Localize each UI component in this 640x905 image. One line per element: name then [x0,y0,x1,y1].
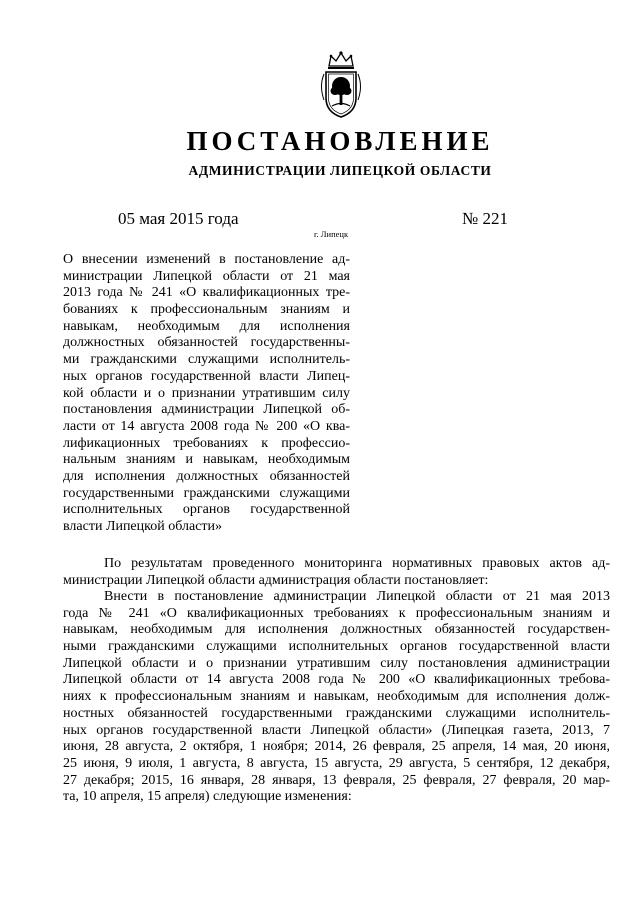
paragraph-line: ных органов государственной власти Липецкой области» (Липецкая газета, 2013, 7 [63,722,610,738]
about-line: власти Липецкой области» [63,519,223,534]
paragraph-line: По результатам проведенного мониторинга нормативных правовых актов ад- [104,556,610,571]
document-title: ПОСТАНОВЛЕНИЕ [186,126,494,156]
paragraph-line: министрации Липецкой области администрация области постановляет: [63,572,489,588]
paragraph-line: 25 июня, 9 июля, 1 августа, 8 августа, 15 августа, 29 августа, 5 сентября, 12 декабря, [63,755,610,771]
about-line: постановления администрации Липецкой об- [63,402,350,418]
about-line: для исполнения должностных обязанностей [63,468,350,484]
document-about-block [63,252,350,536]
paragraph-line: ными гражданскими служащими исполнительных органов государственной власти [63,639,610,655]
about-line: бованиях к профессиональным знаниям и [63,302,350,318]
paragraph-line: года № 241 «О квалификационных требованиях к профессиональным знаниям и [63,605,610,621]
paragraph-line: ностных обязанностей государственными гражданскими служащими исполнитель- [63,705,610,721]
coat-of-arms-emblem [317,50,365,120]
paragraph-line: ниях к профессиональным знаниям и навыкам, необходимым для исполнения долж- [63,689,610,705]
about-line: кой области и о признании утратившим силу [63,385,350,401]
about-line: 2013 года № 241 «О квалификационных тре- [63,285,350,301]
about-line: навыкам, необходимым для исполнения [63,318,350,334]
paragraph-line: та, 10 апреля, 15 апреля) следующие изменения: [63,789,352,805]
paragraph-line: Липецкой области и о признании утратившим силу постановления администрации [63,655,610,671]
document-date: 05 мая 2015 года [118,209,239,228]
paragraph-line: навыкам, необходимым для исполнения должностных обязанностей государствен- [63,622,610,638]
paragraph-line: Внести в постановление администрации Липецкой области от 21 мая 2013 [104,589,610,604]
paragraph-amendments [63,589,610,806]
about-line: нальным знаниям и навыкам, необходимым [63,452,350,468]
paragraph-preamble [63,556,610,589]
about-line: государственными гражданскими служащими [63,485,350,501]
document-city: г. Липецк [314,229,349,239]
document-number: № 221 [462,209,508,228]
paragraph-line: Липецкой области от 14 августа 2008 года № 200 «О квалификационных требова- [63,672,610,688]
about-line: министрации Липецкой области от 21 мая [63,268,350,284]
about-line: ми гражданскими служащими исполнитель- [63,352,350,368]
about-line: лификационных требованиях к профессио- [63,435,350,451]
paragraph-line: июня, 28 августа, 2 октября, 1 ноября; 2014, 26 февраля, 25 апреля, 14 мая, 20 июня, [63,739,610,755]
about-line: О внесении изменений в постановление ад- [63,252,350,267]
about-line: ных органов государственной власти Липец- [63,368,350,384]
document-subtitle: АДМИНИСТРАЦИИ ЛИПЕЦКОЙ ОБЛАСТИ [188,163,492,178]
about-line: ласти от 14 августа 2008 года № 200 «О ква- [63,418,350,434]
about-line: должностных обязанностей государственны- [63,335,350,351]
paragraph-line: 27 декабря; 2015, 16 января, 28 января, 13 февраля, 25 февраля, 27 февраля, 20 мар- [63,772,610,788]
about-line: исполнительных органов государственной [63,502,350,518]
